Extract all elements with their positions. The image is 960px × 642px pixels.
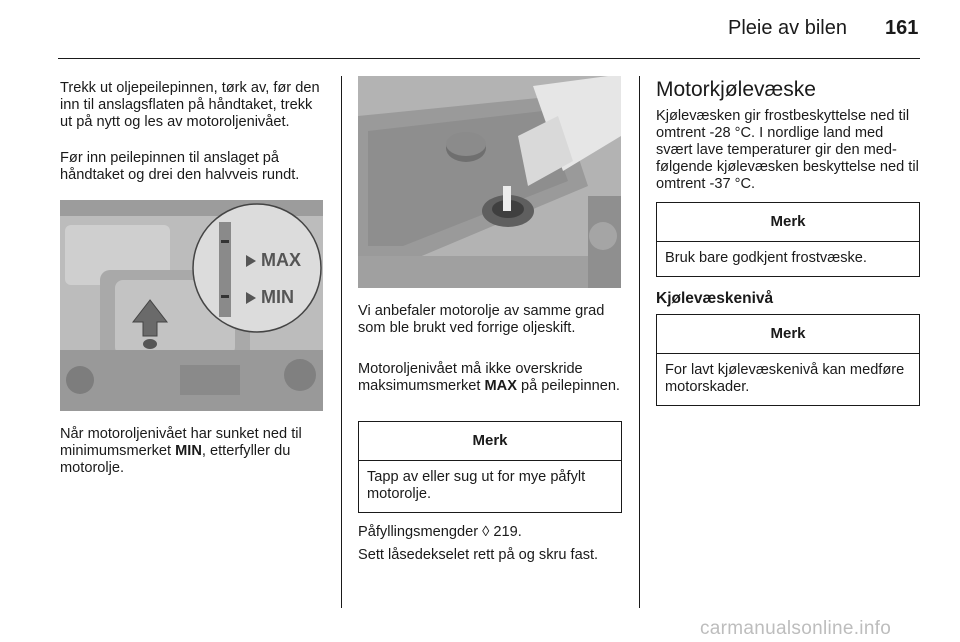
paragraph-fill-quantities: Påfyllingsmengder ◊ 219.: [358, 524, 522, 540]
oil-filling-illustration: [358, 76, 621, 288]
note-title: Merk: [657, 315, 919, 354]
note-body: For lavt kjølevæskenivå kan medføre motorskader.: [665, 362, 905, 395]
paragraph-refit-cap: Sett låsedekselet rett på og skru fast.: [358, 547, 599, 563]
paragraph-dipstick-insert: Før inn peilepinnen til anslaget på håndtaket og drei den halvveis rundt.: [60, 150, 300, 183]
paragraph-dipstick-read: Trekk ut oljepeilepinnen, tørk av, før den inn til anslagsflaten på håndtaket, trekk ut på nytt og les av motoroljenivået.: [60, 80, 320, 130]
max-mark-label: MAX: [261, 250, 301, 270]
subheading-coolant-level: Kjølevæskenivå: [656, 290, 774, 307]
min-mark-label: MIN: [261, 287, 294, 307]
running-header-title: Pleie av bilen: [728, 17, 847, 39]
paragraph-oil-grade: Vi anbefaler motorolje av samme grad som ble brukt ved forrige oljeskift.: [358, 303, 605, 336]
engine-dipstick-illustration: [60, 200, 323, 411]
header-divider: [58, 58, 920, 59]
oil-filling-drawing: [358, 76, 621, 288]
page-number: 161: [885, 17, 919, 39]
note-body: Bruk bare godkjent frostvæske.: [665, 250, 867, 266]
note-body: Tapp av eller sug ut for mye påfylt motorolje.: [367, 469, 586, 502]
note-box-low-coolant: [656, 314, 920, 406]
column-divider-1: [341, 76, 342, 608]
watermark-footer: carmanualsonline.info: [700, 618, 892, 639]
paragraph-min-level: Når motoroljenivået har sunket ned til minimumsmerket MIN, etterfyller du motorolje.: [60, 426, 302, 476]
note-title: Merk: [359, 422, 621, 461]
note-box-excess-oil: [358, 421, 622, 513]
paragraph-max-level: Motoroljenivået må ikke overskride maksimumsmerket MAX på peilepinnen.: [358, 361, 620, 394]
column-divider-2: [639, 76, 640, 608]
paragraph-coolant-info: Kjølevæsken gir frostbeskyttelse ned til omtrent -28 °C. I nordlige land med svært lave temperaturer gir den medfølgende kjølevæsken beskyttelse ned til omtrent -37 °C.: [656, 108, 919, 192]
note-box-antifreeze: [656, 202, 920, 277]
note-title: Merk: [657, 203, 919, 242]
section-heading-coolant: Motorkjølevæske: [656, 78, 816, 101]
